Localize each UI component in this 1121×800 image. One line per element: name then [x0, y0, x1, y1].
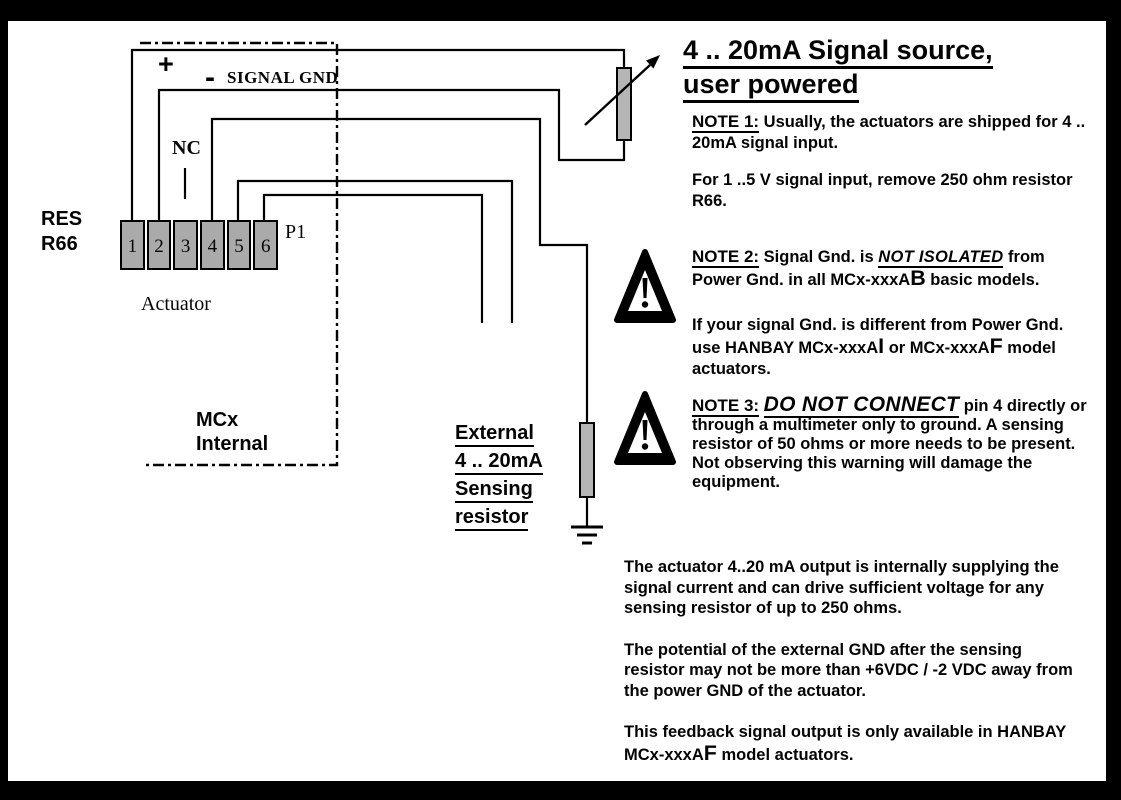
terminal-pin-6: 6	[253, 220, 278, 270]
wire-pin6	[264, 195, 482, 323]
warning-icon	[613, 248, 677, 326]
terminal-pin-4: 4	[200, 220, 225, 270]
sensing-resistor-symbol	[580, 423, 594, 497]
body-paragraphs	[624, 557, 1084, 786]
wiring-diagram	[8, 21, 708, 581]
note-2	[692, 246, 1096, 380]
actuator-label: Actuator	[141, 293, 211, 315]
p1-connector-label: P1	[285, 221, 307, 243]
warning-icon	[613, 390, 677, 468]
note-1-extra: For 1 ..5 V signal input, remove 250 ohm resistor R66.	[692, 171, 1073, 210]
mcx-internal-label: MCx Internal	[196, 409, 269, 455]
terminal-pin-2: 2	[147, 220, 172, 270]
variable-resistor-symbol	[617, 68, 631, 140]
terminal-pin-5: 5	[227, 220, 252, 270]
signal-source-heading: 4 .. 20mA Signal source, user powered	[683, 33, 993, 101]
nc-label: NC	[172, 137, 201, 159]
note-3: NOTE 3: DO NOT CONNECT pin 4 directly or through a multimeter only to ground. A sensing resistor of 50 ohms or more needs to be present. Not observing this warning will damage the equipment.	[692, 393, 1087, 491]
terminal-block	[120, 220, 278, 270]
minus-label: -	[205, 61, 215, 94]
terminal-pin-3: 3	[173, 220, 198, 270]
wire-pin5	[238, 181, 512, 323]
wire-pin4-output	[212, 119, 587, 423]
ground-icon	[571, 527, 603, 543]
note-1: NOTE 1: Usually, the actuators are shipped for 4 .. 20mA signal input.	[692, 112, 1086, 152]
paragraph-output-supply: The actuator 4..20 mA output is internally supplying the signal current and can drive sufficient voltage for any sensing resistor of up to 250 ohms.	[624, 558, 1059, 617]
terminal-pin-1: 1	[120, 220, 145, 270]
plus-label: +	[158, 49, 174, 79]
wire-pin2-signal-gnd	[159, 90, 624, 221]
external-resistor-label: External 4 .. 20mA Sensing resistor	[455, 419, 543, 531]
paragraph-feedback-availability: This feedback signal output is only available in HANBAY MCx-xxxAF model actuators.	[624, 723, 1066, 765]
note-2-paragraph-2: If your signal Gnd. is different from Power Gnd. use HANBAY MCx-xxxAI or MCx-xxxAF model actuators.	[692, 316, 1064, 378]
paragraph-gnd-potential: The potential of the external GND after the sensing resistor may not be more than +6VDC / -2 VDC away from the power GND of the actuator.	[624, 640, 1073, 700]
signal-gnd-label: SIGNAL GND	[227, 68, 339, 87]
note-2-paragraph-1: NOTE 2: Signal Gnd. is NOT ISOLATED from Power Gnd. in all MCx-xxxAB basic models.	[692, 247, 1045, 290]
res-r66-label: RES R66	[41, 208, 83, 255]
page	[8, 21, 1106, 781]
